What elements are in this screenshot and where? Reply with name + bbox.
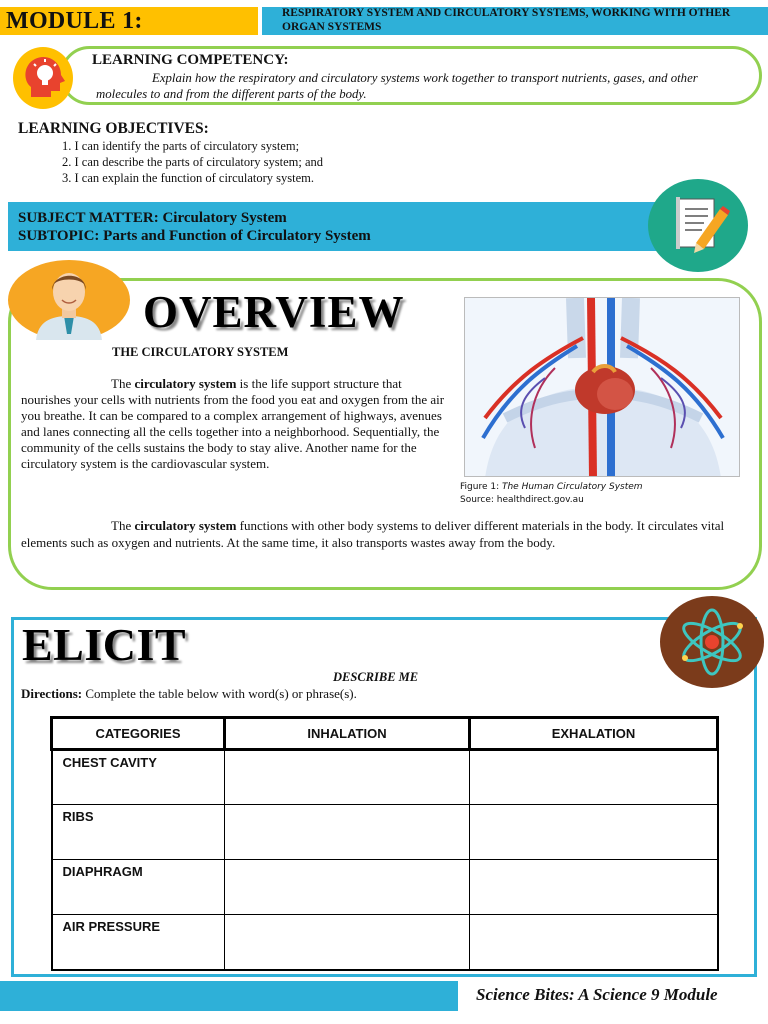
inhalation-cell[interactable] [225, 750, 470, 805]
column-header: CATEGORIES [52, 718, 225, 750]
competency-text: Explain how the respiratory and circulatory systems work together to transport nutrients, gases, and other molecules to and from the different parts of the body. [96, 71, 698, 101]
subject-matter: SUBJECT MATTER: Circulatory System [18, 210, 287, 226]
notepad-pencil-icon [648, 179, 748, 272]
exhalation-cell[interactable] [470, 915, 718, 970]
column-header: INHALATION [225, 718, 470, 750]
lightbulb-head-icon [13, 47, 73, 109]
category-cell: CHEST CAVITY [52, 750, 225, 805]
objective-item: 3. I can explain the function of circulatory system. [62, 171, 315, 185]
figure-caption: Figure 1: The Human Circulatory System Source: healthdirect.gov.au [460, 482, 643, 505]
inhalation-cell[interactable] [225, 915, 470, 970]
keyword: circulatory system [134, 376, 237, 391]
objective-item: 2. I can describe the parts of circulatory system; and [62, 155, 324, 169]
overview-title: OVERVIEW [143, 287, 405, 337]
activity-title: DESCRIBE ME [333, 670, 419, 684]
exhalation-cell[interactable] [470, 750, 718, 805]
module-topic: RESPIRATORY SYSTEM AND CIRCULATORY SYSTEMS, WORKING WITH OTHER ORGAN SYSTEMS [282, 7, 731, 33]
directions: Directions: Complete the table below with word(s) or phrase(s). [21, 686, 357, 701]
objective-item: 1. I can identify the parts of circulatory system; [62, 139, 300, 153]
overview-subtitle: THE CIRCULATORY SYSTEM [112, 345, 289, 359]
footer-text: Science Bites: A Science 9 Module [476, 985, 718, 1004]
inhalation-cell[interactable] [225, 805, 470, 860]
teacher-avatar-icon [8, 260, 130, 340]
exhalation-cell[interactable] [470, 860, 718, 915]
category-cell: DIAPHRAGM [52, 860, 225, 915]
overview-paragraph-2: The circulatory system functions with other body systems to deliver different materials in the body. It circulates vital elements such as oxygen and nutrients. At the same time, it also transports wastes away from the body. [21, 518, 725, 550]
objectives-title: LEARNING OBJECTIVES: [18, 120, 209, 137]
table-header-row [52, 718, 718, 750]
subject-text [18, 209, 371, 245]
describe-me-table [50, 716, 719, 971]
table-row [52, 750, 718, 805]
module-title: MODULE 1: [6, 8, 143, 34]
inhalation-cell[interactable] [225, 860, 470, 915]
subtopic: SUBTOPIC: Parts and Function of Circulatory System [18, 228, 371, 244]
competency-title: LEARNING COMPETENCY: [92, 52, 289, 68]
elicit-title: ELICIT [22, 619, 187, 670]
table-row [52, 860, 718, 915]
table-row [52, 915, 718, 970]
objectives-list [62, 138, 323, 186]
category-cell: AIR PRESSURE [52, 915, 225, 970]
category-cell: RIBS [52, 805, 225, 860]
atom-icon [660, 596, 764, 688]
figure-source: Source: healthdirect.gov.au [460, 495, 584, 505]
table-row [52, 805, 718, 860]
footer-bar [0, 981, 458, 1011]
column-header: EXHALATION [470, 718, 718, 750]
overview-paragraph-1: The circulatory system is the life support structure that nourishes your cells with nutrients from the food you eat and oxygen from the air you breathe. It can be compared to a complex arrangement of highways, avenues and lanes connecting all the cells together into a neighborhood. Sequentially, the community of the cells sustains the body to stay alive. Another name for the circulatory system is the cardiovascular system. [21, 376, 445, 471]
keyword: circulatory system [134, 518, 237, 533]
exhalation-cell[interactable] [470, 805, 718, 860]
circulatory-system-image [464, 297, 740, 477]
